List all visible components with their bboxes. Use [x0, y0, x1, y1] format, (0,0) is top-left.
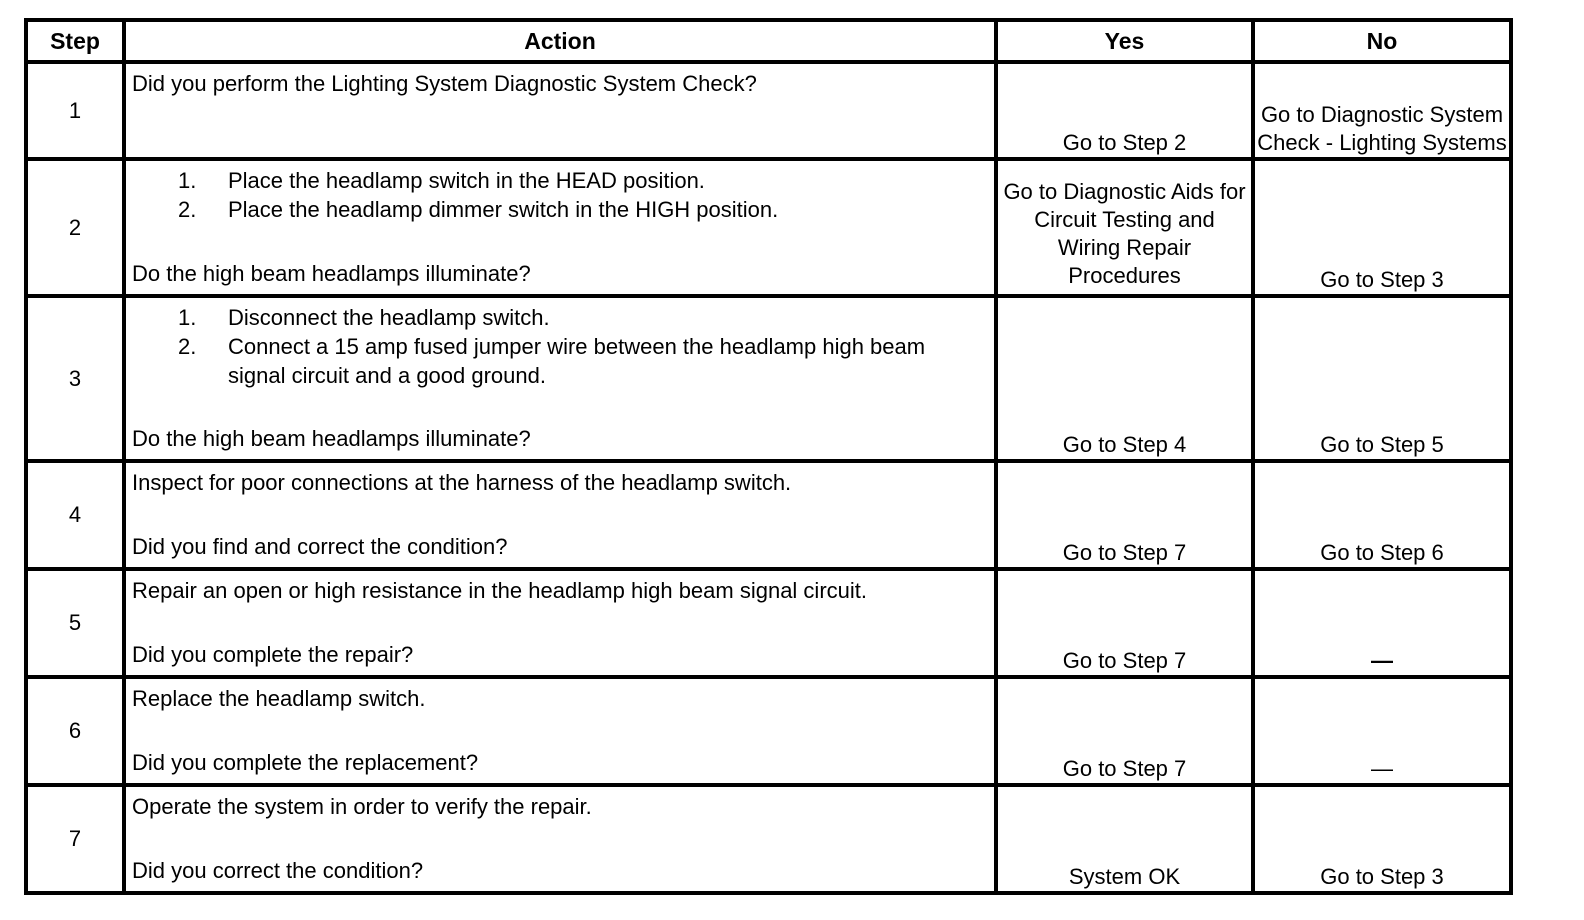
step-number: 2	[26, 159, 124, 296]
action-question: Do the high beam headlamps illuminate?	[132, 426, 531, 451]
action-text: Operate the system in order to verify the repair.	[132, 794, 592, 819]
table-row	[26, 159, 1511, 296]
table-row	[26, 62, 1511, 159]
no-cell: Go to Step 5	[1253, 296, 1511, 461]
action-text: Replace the headlamp switch.	[132, 686, 426, 711]
header-action: Action	[124, 20, 996, 62]
action-cell	[124, 159, 996, 296]
action-question: Did you correct the condition?	[132, 858, 424, 883]
action-cell	[124, 296, 996, 461]
no-cell: Go to Step 3	[1253, 159, 1511, 296]
no-cell: —	[1253, 569, 1511, 677]
action-question: Did you find and correct the condition?	[132, 534, 508, 559]
action-question: Did you complete the repair?	[132, 642, 414, 667]
list-item: 2. Place the headlamp dimmer switch in the HIGH position.	[178, 197, 779, 222]
header-yes: Yes	[996, 20, 1253, 62]
yes-cell: Go to Step 7	[996, 461, 1253, 569]
no-cell: Go to Step 3	[1253, 785, 1511, 893]
yes-cell: Go to Diagnostic Aids for Circuit Testing and Wiring Repair Procedures	[996, 159, 1253, 296]
no-cell: —	[1253, 677, 1511, 785]
header-no: No	[1253, 20, 1511, 62]
step-number: 7	[26, 785, 124, 893]
table-row	[26, 569, 1511, 677]
list-item: 1. Disconnect the headlamp switch.	[178, 305, 550, 330]
yes-cell: Go to Step 4	[996, 296, 1253, 461]
list-item: 2. Connect a 15 amp fused jumper wire between the headlamp high beam signal circuit and a good ground.	[178, 334, 926, 388]
action-cell	[124, 785, 996, 893]
step-number: 4	[26, 461, 124, 569]
action-cell	[124, 677, 996, 785]
table-row	[26, 461, 1511, 569]
action-list	[126, 298, 994, 390]
step-number: 3	[26, 296, 124, 461]
step-number: 1	[26, 62, 124, 159]
yes-cell: Go to Step 2	[996, 62, 1253, 159]
header-step: Step	[26, 20, 124, 62]
table-row	[26, 785, 1511, 893]
action-cell	[124, 62, 996, 159]
action-text: Repair an open or high resistance in the headlamp high beam signal circuit.	[132, 578, 867, 603]
yes-cell: System OK	[996, 785, 1253, 893]
step-number: 5	[26, 569, 124, 677]
step-number: 6	[26, 677, 124, 785]
action-text: Did you perform the Lighting System Diagnostic System Check?	[132, 71, 757, 96]
table-row	[26, 296, 1511, 461]
action-text: Inspect for poor connections at the harness of the headlamp switch.	[132, 470, 792, 495]
list-item: 1. Place the headlamp switch in the HEAD position.	[178, 168, 705, 193]
action-cell	[124, 461, 996, 569]
action-question: Do the high beam headlamps illuminate?	[132, 261, 531, 286]
header-row	[26, 20, 1511, 62]
yes-cell: Go to Step 7	[996, 569, 1253, 677]
action-question: Did you complete the replacement?	[132, 750, 479, 775]
no-cell: Go to Diagnostic System Check - Lighting Systems	[1253, 62, 1511, 159]
yes-cell: Go to Step 7	[996, 677, 1253, 785]
no-cell: Go to Step 6	[1253, 461, 1511, 569]
action-list	[126, 161, 994, 224]
table-row	[26, 677, 1511, 785]
diagnostic-table	[24, 18, 1513, 895]
action-cell	[124, 569, 996, 677]
